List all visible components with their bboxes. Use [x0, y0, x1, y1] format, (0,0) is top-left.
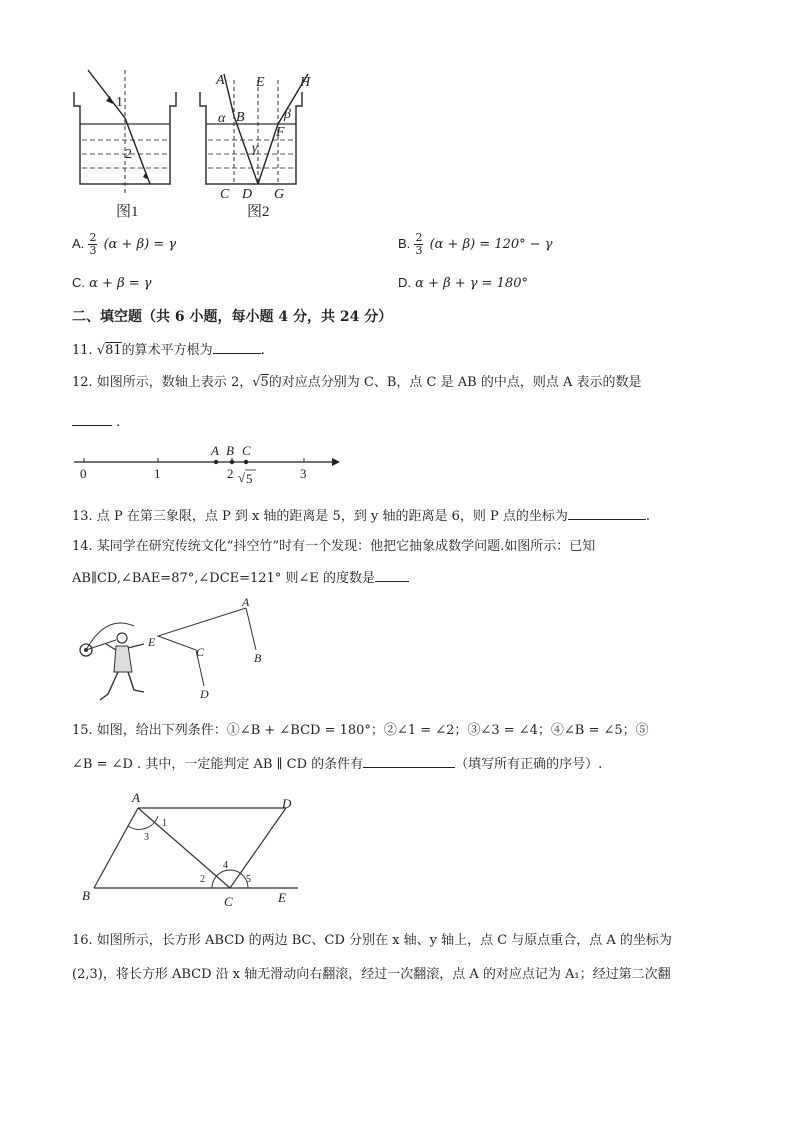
svg-text:1: 1 — [162, 818, 167, 829]
light-ray — [88, 70, 150, 184]
question-12-text: 12. 如图所示，数轴上表示 2，√5的对应点分别为 C、B，点 C 是 AB 的中点，则点 A 表示的数是 — [72, 375, 642, 390]
number-line — [72, 440, 342, 490]
svg-text:A: A — [132, 790, 140, 805]
svg-text:A: A — [211, 443, 219, 458]
question-16-line1: 16. 如图所示，长方形 ABCD 的两边 BC、CD 分别在 x 轴、y 轴上，点 C 与原点重合，点 A 的坐标为 — [72, 933, 672, 948]
svg-text:B: B — [254, 651, 262, 665]
svg-text:C: C — [224, 894, 233, 908]
beaker-outline — [200, 92, 302, 184]
svg-text:β: β — [284, 107, 291, 122]
svg-text:B: B — [236, 110, 245, 125]
svg-text:H: H — [300, 75, 311, 90]
svg-text:C: C — [242, 443, 251, 458]
answer-blank[interactable] — [213, 340, 261, 354]
svg-text:E: E — [148, 635, 156, 649]
option-d[interactable]: D. α + β + γ = 180° — [398, 275, 528, 291]
svg-text:5: 5 — [246, 471, 253, 486]
svg-text:2: 2 — [227, 466, 234, 481]
svg-text:D: D — [200, 687, 209, 700]
svg-text:√: √ — [238, 470, 246, 485]
svg-text:3: 3 — [144, 832, 149, 843]
svg-text:B: B — [226, 443, 234, 458]
svg-text:D: D — [282, 796, 292, 811]
svg-text:A: A — [216, 73, 225, 88]
svg-text:4: 4 — [223, 860, 228, 871]
option-b[interactable]: B. $\frac{2}{3}$ (α + β) = 120° − γ — [398, 231, 553, 257]
question-14-line2: AB∥CD,∠BAE=87°,∠DCE=121° 则∠E 的度数是 — [72, 568, 409, 588]
question-15-figure — [76, 788, 306, 908]
svg-text:C: C — [196, 645, 205, 659]
svg-text:1: 1 — [154, 466, 161, 481]
answer-blank[interactable] — [72, 412, 112, 426]
question-12-answer: . — [72, 412, 120, 432]
figure-1-caption: 图1 — [116, 204, 139, 220]
svg-text:2: 2 — [200, 874, 205, 885]
question-13: 13. 点 P 在第三象限，点 P 到 x 轴的距离是 5，到 y 轴的距离是 6，则 P 点的坐标为 . — [72, 506, 650, 526]
svg-text:γ: γ — [252, 141, 258, 156]
question-11: 11. √81的算术平方根为 . — [72, 340, 265, 360]
svg-text:5: 5 — [246, 874, 251, 885]
answer-blank[interactable] — [363, 754, 455, 768]
angle-2-label: 2 — [125, 147, 132, 162]
figure-2-caption: 图2 — [247, 204, 270, 220]
option-c[interactable]: C. α + β = γ — [72, 275, 152, 291]
svg-text:E: E — [278, 890, 286, 905]
svg-text:C: C — [220, 187, 230, 202]
angle-1-label: 1 — [116, 95, 123, 110]
svg-text:α: α — [218, 111, 226, 126]
svg-text:A: A — [242, 596, 250, 609]
section-title: 二、填空题（共 6 小题，每小题 4 分，共 24 分） — [72, 309, 393, 325]
option-a[interactable]: A. $\frac{2}{3}$ (α + β) = γ — [72, 231, 177, 257]
question-15-line2: ∠B = ∠D . 其中，一定能判定 AB ∥ CD 的条件有 （填写所有正确的序号）. — [72, 754, 602, 774]
answer-blank[interactable] — [375, 568, 409, 582]
svg-text:G: G — [274, 187, 285, 202]
question-14-line1: 14. 某同学在研究传统文化“抖空竹”时有一个发现：他把它抽象成数学问题.如图所示：已知 — [72, 539, 596, 554]
svg-text:F: F — [276, 125, 285, 140]
svg-text:3: 3 — [300, 466, 307, 481]
answer-blank[interactable] — [568, 506, 646, 520]
svg-text:B: B — [82, 888, 90, 903]
svg-text:0: 0 — [80, 466, 87, 481]
figure-1 — [70, 66, 190, 221]
figure-2 — [196, 66, 326, 221]
question-14-figure — [146, 596, 276, 700]
svg-text:D: D — [242, 187, 253, 202]
question-15-line1: 15. 如图，给出下列条件：①∠B + ∠BCD = 180°；②∠1 = ∠2；③∠3 = ∠4；④∠B = ∠5；⑤ — [72, 723, 649, 738]
svg-text:E: E — [256, 75, 265, 90]
question-16-line2: (2,3)，将长方形 ABCD 沿 x 轴无滑动向右翻滚，经过一次翻滚，点 A 的对应点记为 A₁；经过第二次翻 — [72, 967, 671, 982]
diabolo-dancer-illustration — [76, 610, 156, 710]
